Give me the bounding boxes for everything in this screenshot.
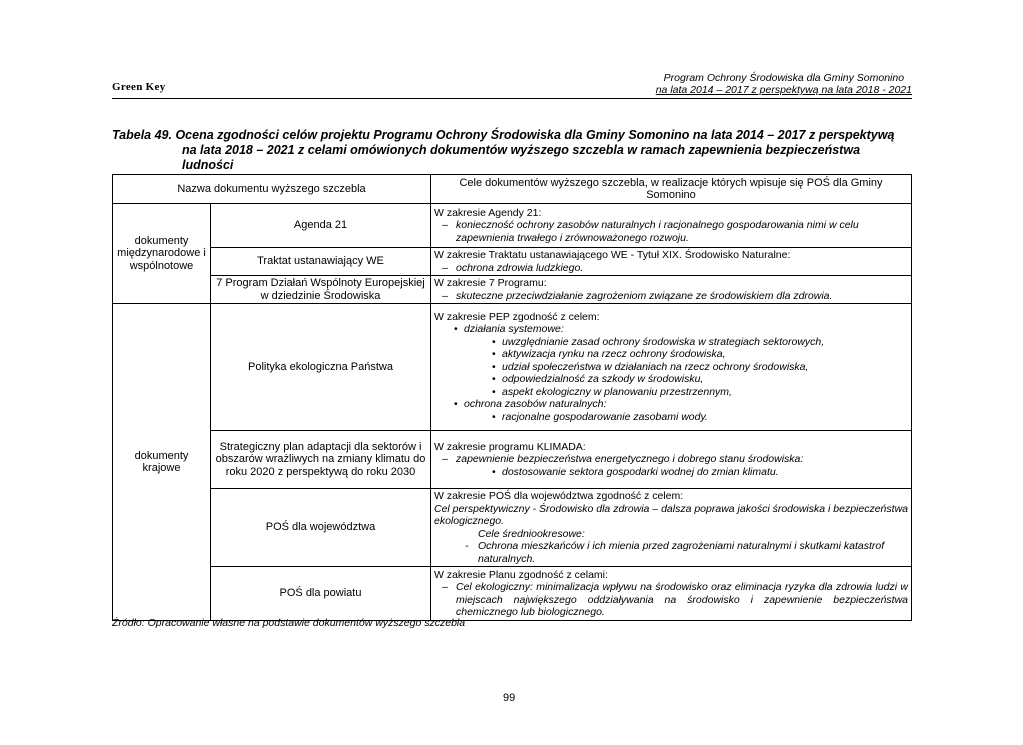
group-national: dokumenty krajowe [113, 304, 211, 621]
goals-line: W zakresie 7 Programu: [434, 277, 547, 289]
goals-pep [431, 304, 912, 431]
goal-text: racjonalne gospodarowanie zasobami wody. [502, 410, 708, 423]
header-rule [112, 98, 912, 99]
goals-line: W zakresie programu KLIMADA: [434, 440, 586, 453]
goal-item: – zapewnienie bezpieczeństwa energetycznego i dobrego stanu środowiska: [442, 453, 804, 466]
goal-text: ochrona zdrowia ludzkiego. [456, 261, 584, 274]
col-header-doc: Nazwa dokumentu wyższego szczebla [113, 175, 431, 204]
doc-agenda21: Agenda 21 [211, 204, 431, 248]
goals-traktat [431, 248, 912, 276]
goals-line: W zakresie Planu zgodność z celami: [434, 568, 608, 581]
caption-line3: ludności [182, 158, 234, 172]
col-header-goals: Cele dokumentów wyższego szczebla, w realizacje których wpisuje się POŚ dla Gminy Somonino [431, 175, 912, 204]
goal-text: konieczność ochrony zasobów naturalnych i racjonalnego gospodarowania nimi w celu zapewnienia trwałego i zrównoważonego rozwoju. [456, 219, 859, 244]
goal-text: zapewnienie bezpieczeństwa energetycznego i dobrego stanu środowiska: [456, 453, 804, 466]
goal-text: odpowiedzialność za szkody w środowisku, [502, 373, 704, 386]
goal-text: aspekt ekologiczny w planowaniu przestrzennym, [502, 385, 732, 398]
doc-pos-woj: POŚ dla województwa [211, 489, 431, 567]
goal-item: - Ochrona mieszkańców i ich mienia przed zagrożeniami naturalnymi i skutkami katastrof naturalnych. [434, 540, 908, 565]
goals-line: W zakresie POŚ dla województwa zgodność z celem: [434, 490, 684, 502]
header-title-line1: Program Ochrony Środowiska dla Gminy Somonino [663, 72, 905, 84]
goals-agenda21 [431, 204, 912, 248]
goal-bullet: • działania systemowe: [454, 323, 564, 336]
goals-table [112, 174, 912, 621]
goal-text: ochrona zasobów naturalnych: [464, 398, 607, 411]
goals-line: Cele średniookresowe: [478, 527, 585, 540]
goal-text: aktywizacja rynku na rzecz ochrony środowiska, [502, 348, 726, 361]
goal-subbullet: • aspekt ekologiczny w planowaniu przestrzennym, [492, 385, 732, 398]
goals-pos-woj [431, 489, 912, 567]
goals-pos-powiat [431, 567, 912, 621]
goal-item: – Cel ekologiczny: minimalizacja wpływu na środowisko oraz eliminacja ryzyka dla zdrowia ludzi w miejscach największego oddziaływania na środowisko i zapewnienie bezpieczeństwa chemicznego lub biologicznego. [442, 581, 908, 618]
goal-subbullet: • dostosowanie sektora gospodarki wodnej do zmian klimatu. [492, 465, 779, 478]
goal-text: działania systemowe: [464, 323, 564, 336]
group-international: dokumenty międzynarodowe i wspólnotowe [113, 204, 211, 304]
goal-subbullet: • racjonalne gospodarowanie zasobami wody. [492, 410, 708, 423]
goal-text: udział społeczeństwa w działaniach na rzecz ochrony środowiska, [502, 360, 809, 373]
goals-line: Cel perspektywiczny - Środowisko dla zdrowia – dalsza poprawa jakości środowiska i bezpieczeństwa ekologicznego. [434, 502, 908, 527]
goal-subbullet: • odpowiedzialność za szkody w środowisku, [492, 373, 704, 386]
doc-pos-powiat: POŚ dla powiatu [211, 567, 431, 621]
goals-line: W zakresie Traktatu ustanawiającego WE - Tytuł XIX. Środowisko Naturalne: [434, 249, 791, 261]
goal-item: – ochrona zdrowia ludzkiego. [442, 261, 584, 274]
goals-line: W zakresie PEP zgodność z celem: [434, 310, 600, 323]
goal-subbullet: • uwzględnianie zasad ochrony środowiska w strategiach sektorowych, [492, 335, 825, 348]
goals-7program [431, 276, 912, 304]
header-company: Green Key [112, 81, 166, 93]
goal-text: skuteczne przeciwdziałanie zagrożeniom związane ze środowiskiem dla zdrowia. [456, 289, 833, 302]
goals-klimada [431, 431, 912, 489]
source-note: Źródło: Opracowanie własne na podstawie dokumentów wyższego szczebla [112, 617, 466, 629]
doc-pep: Polityka ekologiczna Państwa [211, 304, 431, 431]
goal-bullet: • ochrona zasobów naturalnych: [454, 398, 607, 411]
goal-subbullet: • aktywizacja rynku na rzecz ochrony środowiska, [492, 348, 726, 361]
goal-item: – konieczność ochrony zasobów naturalnych i racjonalnego gospodarowania nimi w celu zapewnienia trwałego i zrównoważonego rozwoju. [434, 219, 908, 244]
goal-item: – skuteczne przeciwdziałanie zagrożeniom związane ze środowiskiem dla zdrowia. [442, 289, 833, 302]
doc-7program: 7 Program Działań Wspólnoty Europejskiej w dziedzinie Środowiska [211, 276, 431, 304]
table-caption [112, 128, 922, 173]
goal-text: Ochrona mieszkańców i ich mienia przed zagrożeniami naturalnymi i skutkami katastrof naturalnych. [478, 540, 885, 565]
caption-line2: na lata 2018 – 2021 z celami omówionych dokumentów wyższego szczebla w ramach zapewnienia bezpieczeństwa [182, 143, 861, 157]
goal-text: Cel ekologiczny: minimalizacja wpływu na środowisko oraz eliminacja ryzyka dla zdrowia ludzi w miejscach największego oddziaływania na środowisko i zapewnienie bezpieczeństwa chemicznego lub biologicznego. [456, 581, 908, 618]
page-number: 99 [503, 692, 516, 704]
caption-line1: Tabela 49. Ocena zgodności celów projektu Programu Ochrony Środowiska dla Gminy Somonino na lata 2014 – 2017 z perspektywą [112, 128, 895, 142]
goals-line: W zakresie Agendy 21: [434, 206, 542, 219]
goal-text: dostosowanie sektora gospodarki wodnej do zmian klimatu. [502, 465, 779, 478]
header-title [656, 72, 912, 96]
goal-text: uwzględnianie zasad ochrony środowiska w strategiach sektorowych, [502, 335, 825, 348]
header-title-line2: na lata 2014 – 2017 z perspektywą na lata 2018 - 2021 [655, 84, 912, 96]
doc-traktat: Traktat ustanawiający WE [211, 248, 431, 276]
goal-subbullet: • udział społeczeństwa w działaniach na rzecz ochrony środowiska, [492, 360, 809, 373]
doc-klimada: Strategiczny plan adaptacji dla sektorów i obszarów wrażliwych na zmiany klimatu do roku 2020 z perspektywą do roku 2030 [211, 431, 431, 489]
